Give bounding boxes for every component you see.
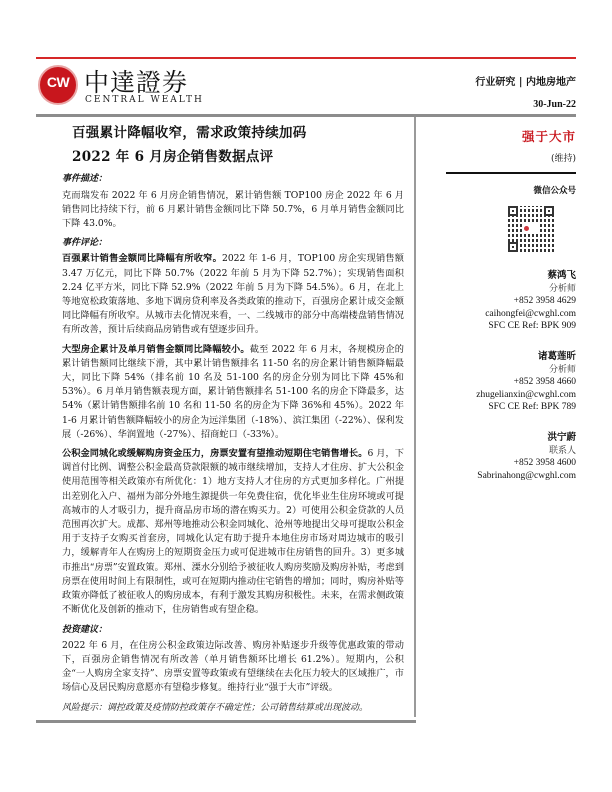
analyst-ref: SFC CE Ref: BPK 909 [488, 321, 576, 332]
qr-code-icon [508, 206, 554, 252]
comment-paragraph-3 [62, 447, 404, 617]
qr-finder-icon [508, 242, 518, 252]
analyst-ref: SFC CE Ref: BPK 789 [488, 402, 576, 413]
analyst-email[interactable]: zhugelianxin@cwghl.com [476, 389, 576, 400]
comment-heading: 事件评论： [62, 238, 108, 249]
paragraph-lead: 公积金同城化或缓解购房资金压力，房票安置有望推动短期住宅销售增长。 [62, 448, 368, 460]
column-divider [414, 117, 416, 717]
main-content [62, 124, 404, 715]
comment-paragraph-2 [62, 343, 404, 442]
event-heading: 事件描述： [62, 174, 108, 185]
logo-mark: CW [46, 74, 70, 90]
analyst-phone: +852 3958 4629 [513, 296, 576, 307]
comment-paragraph-1 [62, 252, 404, 337]
analyst-name: 诸葛莲昕 [537, 350, 576, 362]
report-subtitle: 2022 年 6 月房企销售数据点评 [72, 149, 274, 166]
contact-card [420, 432, 576, 482]
qr-logo [523, 224, 539, 233]
company-name-cn: 中達證券 [84, 68, 189, 97]
invest-heading: 投资建议： [62, 624, 108, 635]
header-red-rule [36, 57, 576, 59]
paragraph-body: 截至 2022 年 6 月末，各规模房企的累计销售额同比继续下滑，其中累计销售额排名 11-50 名的房企累计销售额降幅最大，同比下降 54%（排名前 10 名及 51-100 名的房企分别为同比下降 45%和 53%）。6 月单月销售额表现方面，累计销售额排名 51-100 名的房企下降最多，达 54%（累计销售额排名前 10 名和 11-50 名的房企为下降 36%和 45%）。2022 年 1-6 月累计销售额降幅较小的房企为远洋集团（-18%）、滨江集团（-22%）、保利发展（-26%）、华润置地（-27%）、招商蛇口（-33%）。 [62, 343, 404, 440]
sidebar [420, 117, 576, 482]
analyst-email[interactable]: caihongfei@cwghl.com [485, 308, 576, 319]
logo-dot-icon [524, 226, 529, 231]
company-name-en: CENTRAL WEALTH [85, 95, 204, 105]
rating-note: (维持) [550, 154, 576, 164]
sidebar-rule [446, 172, 576, 174]
paragraph-lead: 百强累计销售金额同比降幅有所收窄。 [62, 253, 222, 265]
report-date: 30-Jun-22 [533, 99, 576, 110]
contact-role: 联系人 [548, 445, 576, 456]
contact-email[interactable]: Sabrinahong@cwghl.com [477, 470, 576, 481]
company-logo [38, 63, 238, 107]
analyst-name: 蔡鸿飞 [547, 270, 576, 281]
analyst-card [420, 351, 576, 414]
event-text: 克而瑞发布 2022 年 6 月房企销售情况，累计销售额 TOP100 房企 2022 年 6 月销售同比持续下行，前 6 月累计销售金额同比下降 50.7%，6 月单月销售金额同比下降 43.0%。 [62, 189, 404, 230]
analyst-role: 分析师 [548, 364, 576, 375]
paragraph-lead: 大型房企累计及单月销售金额同比降幅较小。 [62, 343, 250, 355]
rating-label: 强于大市 [521, 129, 576, 144]
risk-warning: 风险提示：调控政策及疫情防控政策存不确定性；公司销售结算或出现波动。 [62, 702, 369, 713]
report-category: 行业研究 | 内地房地产 [475, 77, 576, 88]
report-title: 百强累计降幅收窄，需求政策持续加码 [72, 125, 307, 141]
contact-phone: +852 3958 4600 [513, 458, 576, 469]
invest-text: 2022 年 6 月，在住房公积金政策边际改善、购房补贴逐步升级等优惠政策的带动下，百强房企销售情况有所改善（单月销售额环比增长 61.2%）。短期内，公积金“一人购房全家支持”、房票安置等政策或有望继续在去化压力较大的区域推广，市场信心及居民购房意愿亦有望稳步修复。维持行业“强于大市”评级。 [62, 639, 404, 694]
qr-finder-icon [508, 206, 518, 216]
analyst-phone: +852 3958 4660 [513, 377, 576, 388]
contact-name: 洪宁蔚 [547, 431, 576, 443]
analyst-card [420, 270, 576, 333]
paragraph-body: 6 月，下调首付比例、调整公积金最高贷款限额的城市继续增加，支持人才住房、扩大公积金使用范围等相关政策亦有所优化：1）地方支持人才住房的方式更加多样化。广州提出差别化入户、福州为部分外地生源提供一年免费住宿，优化毕业生住房环境或可提高城市的人才吸引力，提升商品房市场的潜在购买力。2）可使用公积金贷款的人员范围再次扩大。成都、郑州等地推动公积金同城化、沧州等地提出父母可提取公积金用于支持子女购买首套房，同城化认定有助于提升本地住房市场对周边城市的吸引力，缓解青年人在购房上的短期资金压力或可促进城市住房销售的回升。3）更多城市推出“房票”安置政策。郑州、溧水分别给予被征收人购房奖励及购房补贴，考虑到房票在使用时间上有限制性，或可在短期内推动住宅销售的增加；同时，购房补贴等政策亦降低了被征收人的购房成本，有利于激发其购房积极性。未来，在需求侧政策不断优化及创新的推动下，住房销售或有望企稳。 [62, 448, 404, 616]
paragraph-body: 2022 年 1-6 月，TOP100 房企实现销售额 3.47 万亿元，同比下降 50.7%（2022 年前 5 月为下降 52.7%）；实现销售面积 2.24 亿平方米，同比下降 52.9%（2022 年前 5 月为下降 54.5%）。6 月，在北上等地宽松政策落地、多地下调房贷利率及各类政策的推动下，百强房企累计成交金额同比降幅有所收窄。从城市去化情况来看，一、二线城市的部分中高端楼盘销售情况有所改善，预计后续商品房销售或有望逐步回升。 [62, 253, 404, 336]
wechat-label: 微信公众号 [533, 186, 576, 196]
qr-finder-icon [544, 206, 554, 216]
analyst-role: 分析师 [548, 283, 576, 294]
footer-gray-rule [36, 720, 416, 723]
